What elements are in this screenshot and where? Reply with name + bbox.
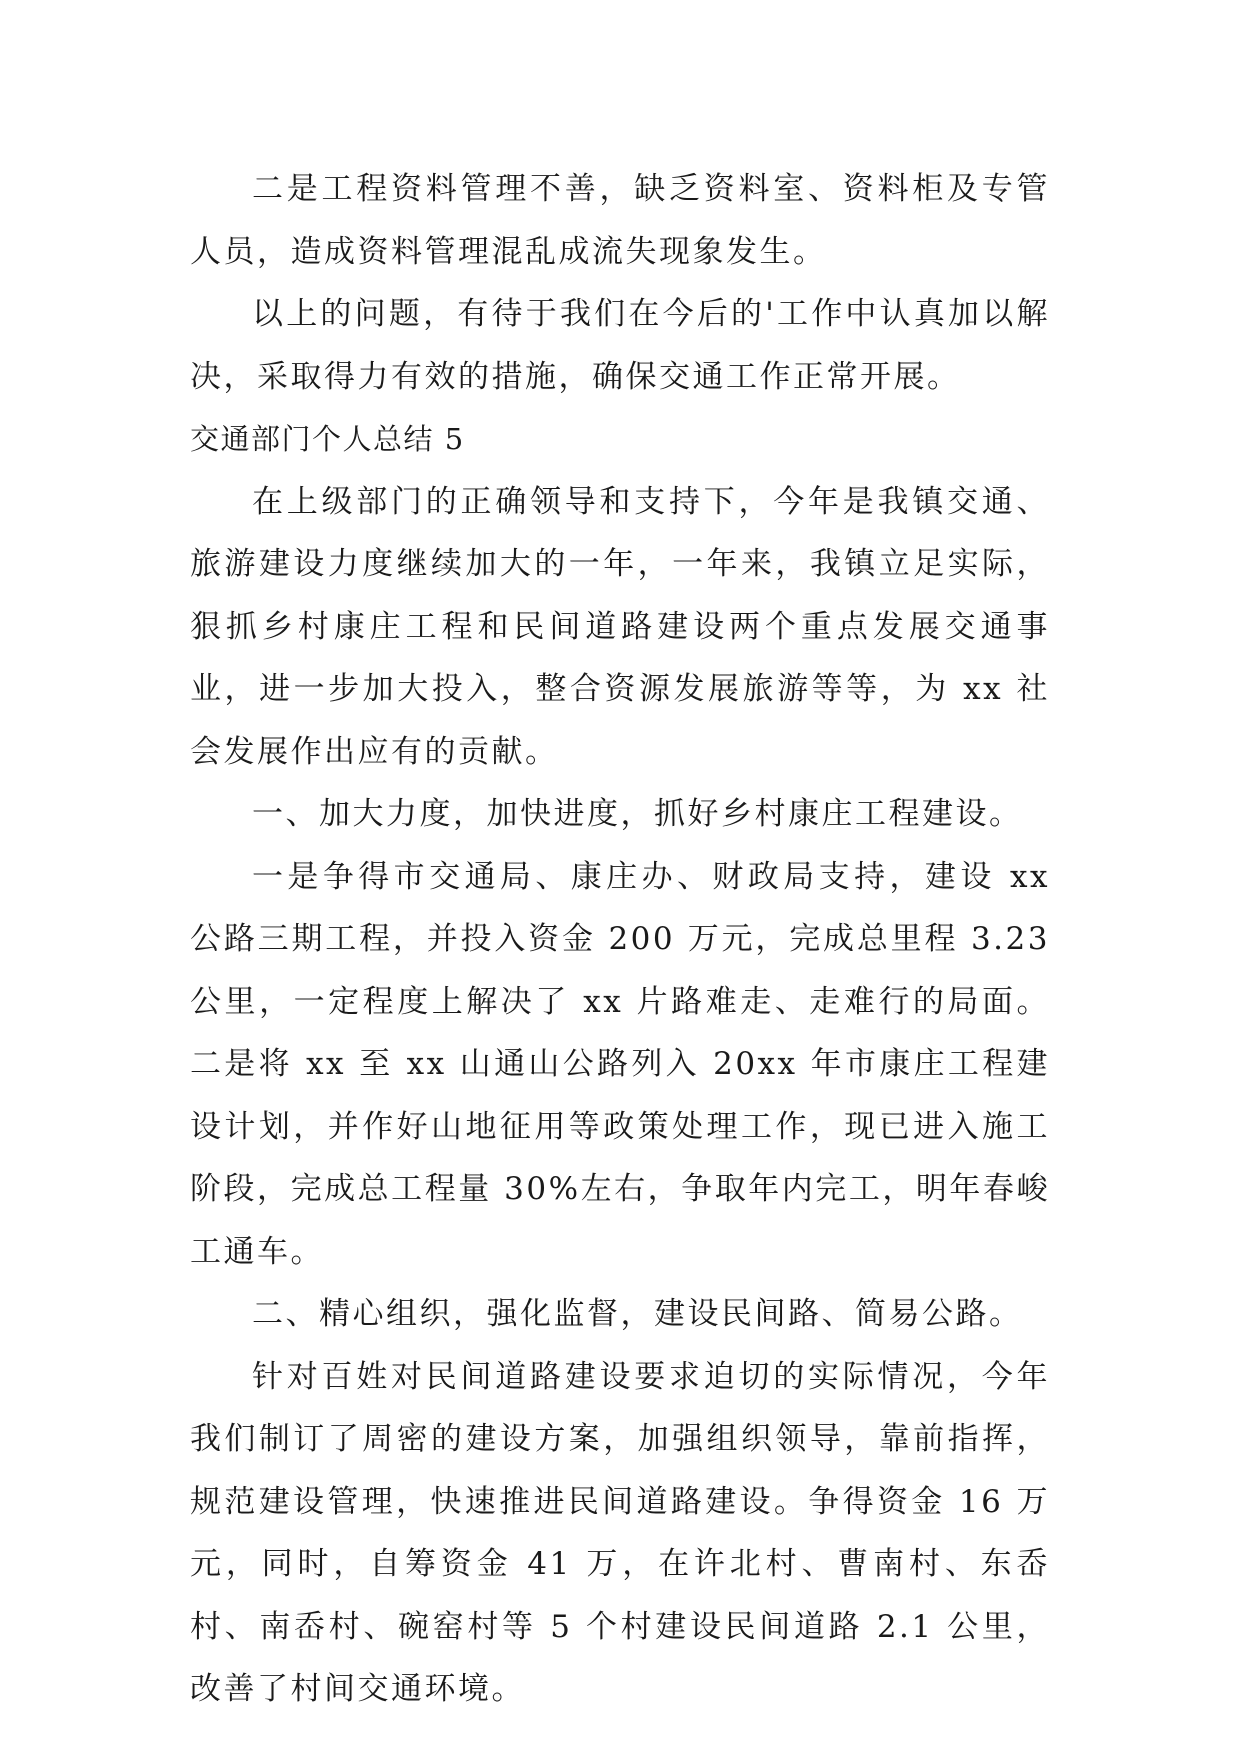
paragraph: 以上的问题，有待于我们在今后的'工作中认真加以解决，采取得力有效的措施，确保交通工作正常开展。 (190, 296, 1050, 395)
paragraph: 二、精心组织，强化监督，建设民间路、简易公路。 (252, 1296, 1023, 1332)
paragraph: 针对百姓对民间道路建设要求迫切的实际情况，今年我们制订了周密的建设方案，加强组织领导，靠前指挥，规范建设管理，快速推进民间道路建设。争得资金 16 万元，同时，自筹资金 41 万，在许北村、曹南村、东岙村、南岙村、碗窑村等 5 个村建设民间道路 2.1 公里，改善了村间交通环境。 (190, 1358, 1050, 1707)
paragraph: 一、加大力度，加快进度，抓好乡村康庄工程建设。 (252, 796, 1023, 832)
section-heading: 交通部门个人总结 5 (190, 422, 465, 456)
document-body (190, 158, 1050, 1721)
paragraph: 一是争得市交通局、康庄办、财政局支持，建设 xx 公路三期工程，并投入资金 200 万元，完成总里程 3.23 公里，一定程度上解决了 xx 片路难走、走难行的局面。二是将 xx 至 xx 山通山公路列入 20xx 年市康庄工程建设计划，并作好山地征用等政策处理工作，现已进入施工阶段，完成总工程量 30%左右，争取年内完工，明年春峻工通车。 (190, 858, 1050, 1270)
paragraph: 在上级部门的正确领导和支持下，今年是我镇交通、旅游建设力度继续加大的一年，一年来，我镇立足实际，狠抓乡村康庄工程和民间道路建设两个重点发展交通事业，进一步加大投入，整合资源发展旅游等等，为 xx 社会发展作出应有的贡献。 (190, 483, 1050, 770)
paragraph: 二是工程资料管理不善，缺乏资料室、资料柜及专管人员，造成资料管理混乱成流失现象发生。 (190, 171, 1050, 270)
